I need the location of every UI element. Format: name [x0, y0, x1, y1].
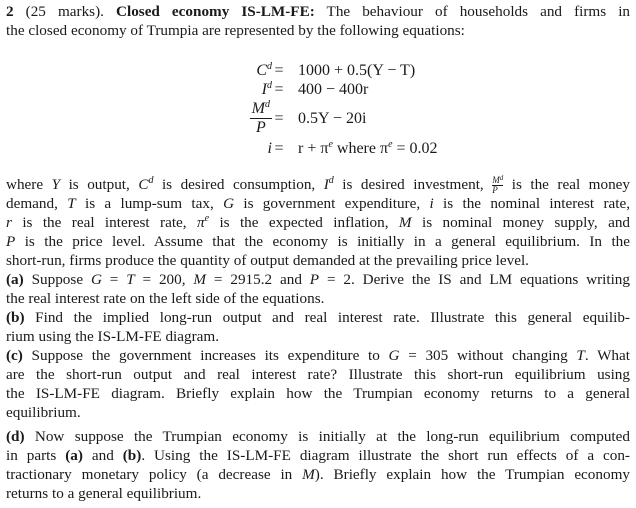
part-d-line-2: in parts (a) and (b). Using the IS-LM-FE diagram illustrate the short run effects of a con-	[6, 447, 630, 464]
part-c-line-2: are the short-run output and real interest rate? Illustrate this short-run equilibrium using	[6, 366, 630, 383]
part-b-line-2: rium using the IS-LM-FE diagram.	[6, 328, 220, 345]
part-c-line-4: equilibrium.	[6, 404, 81, 421]
intro-text-1: The behaviour of households and firms in	[326, 3, 631, 20]
part-a-label: (a)	[6, 271, 24, 288]
part-c-label: (c)	[6, 347, 23, 364]
part-c-line-3: the IS-LM-FE diagram. Briefly explain how the Trumpian economy returns to a general	[6, 385, 630, 402]
equation-nominal-rate: i = $r + \pi^e$ where $\pi^e = 0.02$	[267, 139, 438, 157]
question-marks: (25 marks).	[25, 3, 104, 20]
fraction-md-over-p: $\frac{M^d}{P}$	[251, 99, 270, 136]
part-d-label: (d)	[6, 428, 25, 445]
part-a-line-2: the real interest rate on the left side of the equations.	[6, 290, 325, 307]
part-d-line-3: tractionary monetary policy (a decrease in M). Briefly explain how the Trumpian economy	[6, 466, 630, 483]
definitions-line-4: P is the price level. Assume that the economy is initially in a general equilibrium. In the	[6, 233, 630, 250]
definitions-line-2: demand, T is a lump-sum tax, G is government expenditure, i is the nominal interest rate,	[6, 195, 631, 212]
question-title: Closed economy IS-LM-FE:	[116, 3, 315, 20]
definitions-line-3: r is the real interest rate, $\pi^e$ is the expected inflation, M is nominal money supply, and	[6, 213, 631, 231]
part-b-line-1: (b) Find the implied long-run output and real interest rate. Illustrate this general equilib-	[6, 309, 630, 326]
inline-fraction-md-over-p: $\frac{M^d}{P}$	[492, 174, 504, 196]
equation-consumption: $C^d$ = 1000 + 0.5(Y − T)	[256, 61, 416, 79]
question-header-line	[6, 2, 630, 21]
intro-line-2: the closed economy of Trumpia are represented by the following equations:	[6, 22, 465, 39]
equation-investment: $I^d$ = 400 − 400r	[261, 80, 369, 98]
part-c-line-1: (c) Suppose the government increases its expenditure to G = 305 without changing T. What	[6, 347, 630, 364]
part-d-line-4: returns to a general equilibrium.	[6, 485, 202, 502]
definitions-line-5: short-run, firms produce the quantity of output demanded at the prevailing price level.	[6, 252, 529, 269]
part-d-line-1: (d) Now suppose the Trumpian economy is initially at the long-run equilibrium computed	[6, 428, 630, 445]
equation-money-demand: $\frac{M^d}{P}$ = 0.5Y − 20i	[251, 99, 367, 136]
question-number: 2	[6, 3, 14, 20]
part-b-label: (b)	[6, 309, 25, 326]
part-a-line-1: (a) Suppose G = T = 200, M = 2915.2 and P = 2. Derive the IS and LM equations writing	[6, 271, 630, 288]
definitions-line-1: where Y is output, $C^d$ is desired consumption, $I^d$ is desired investment, $\frac{M^d}{P}$ is the real money	[6, 174, 631, 196]
